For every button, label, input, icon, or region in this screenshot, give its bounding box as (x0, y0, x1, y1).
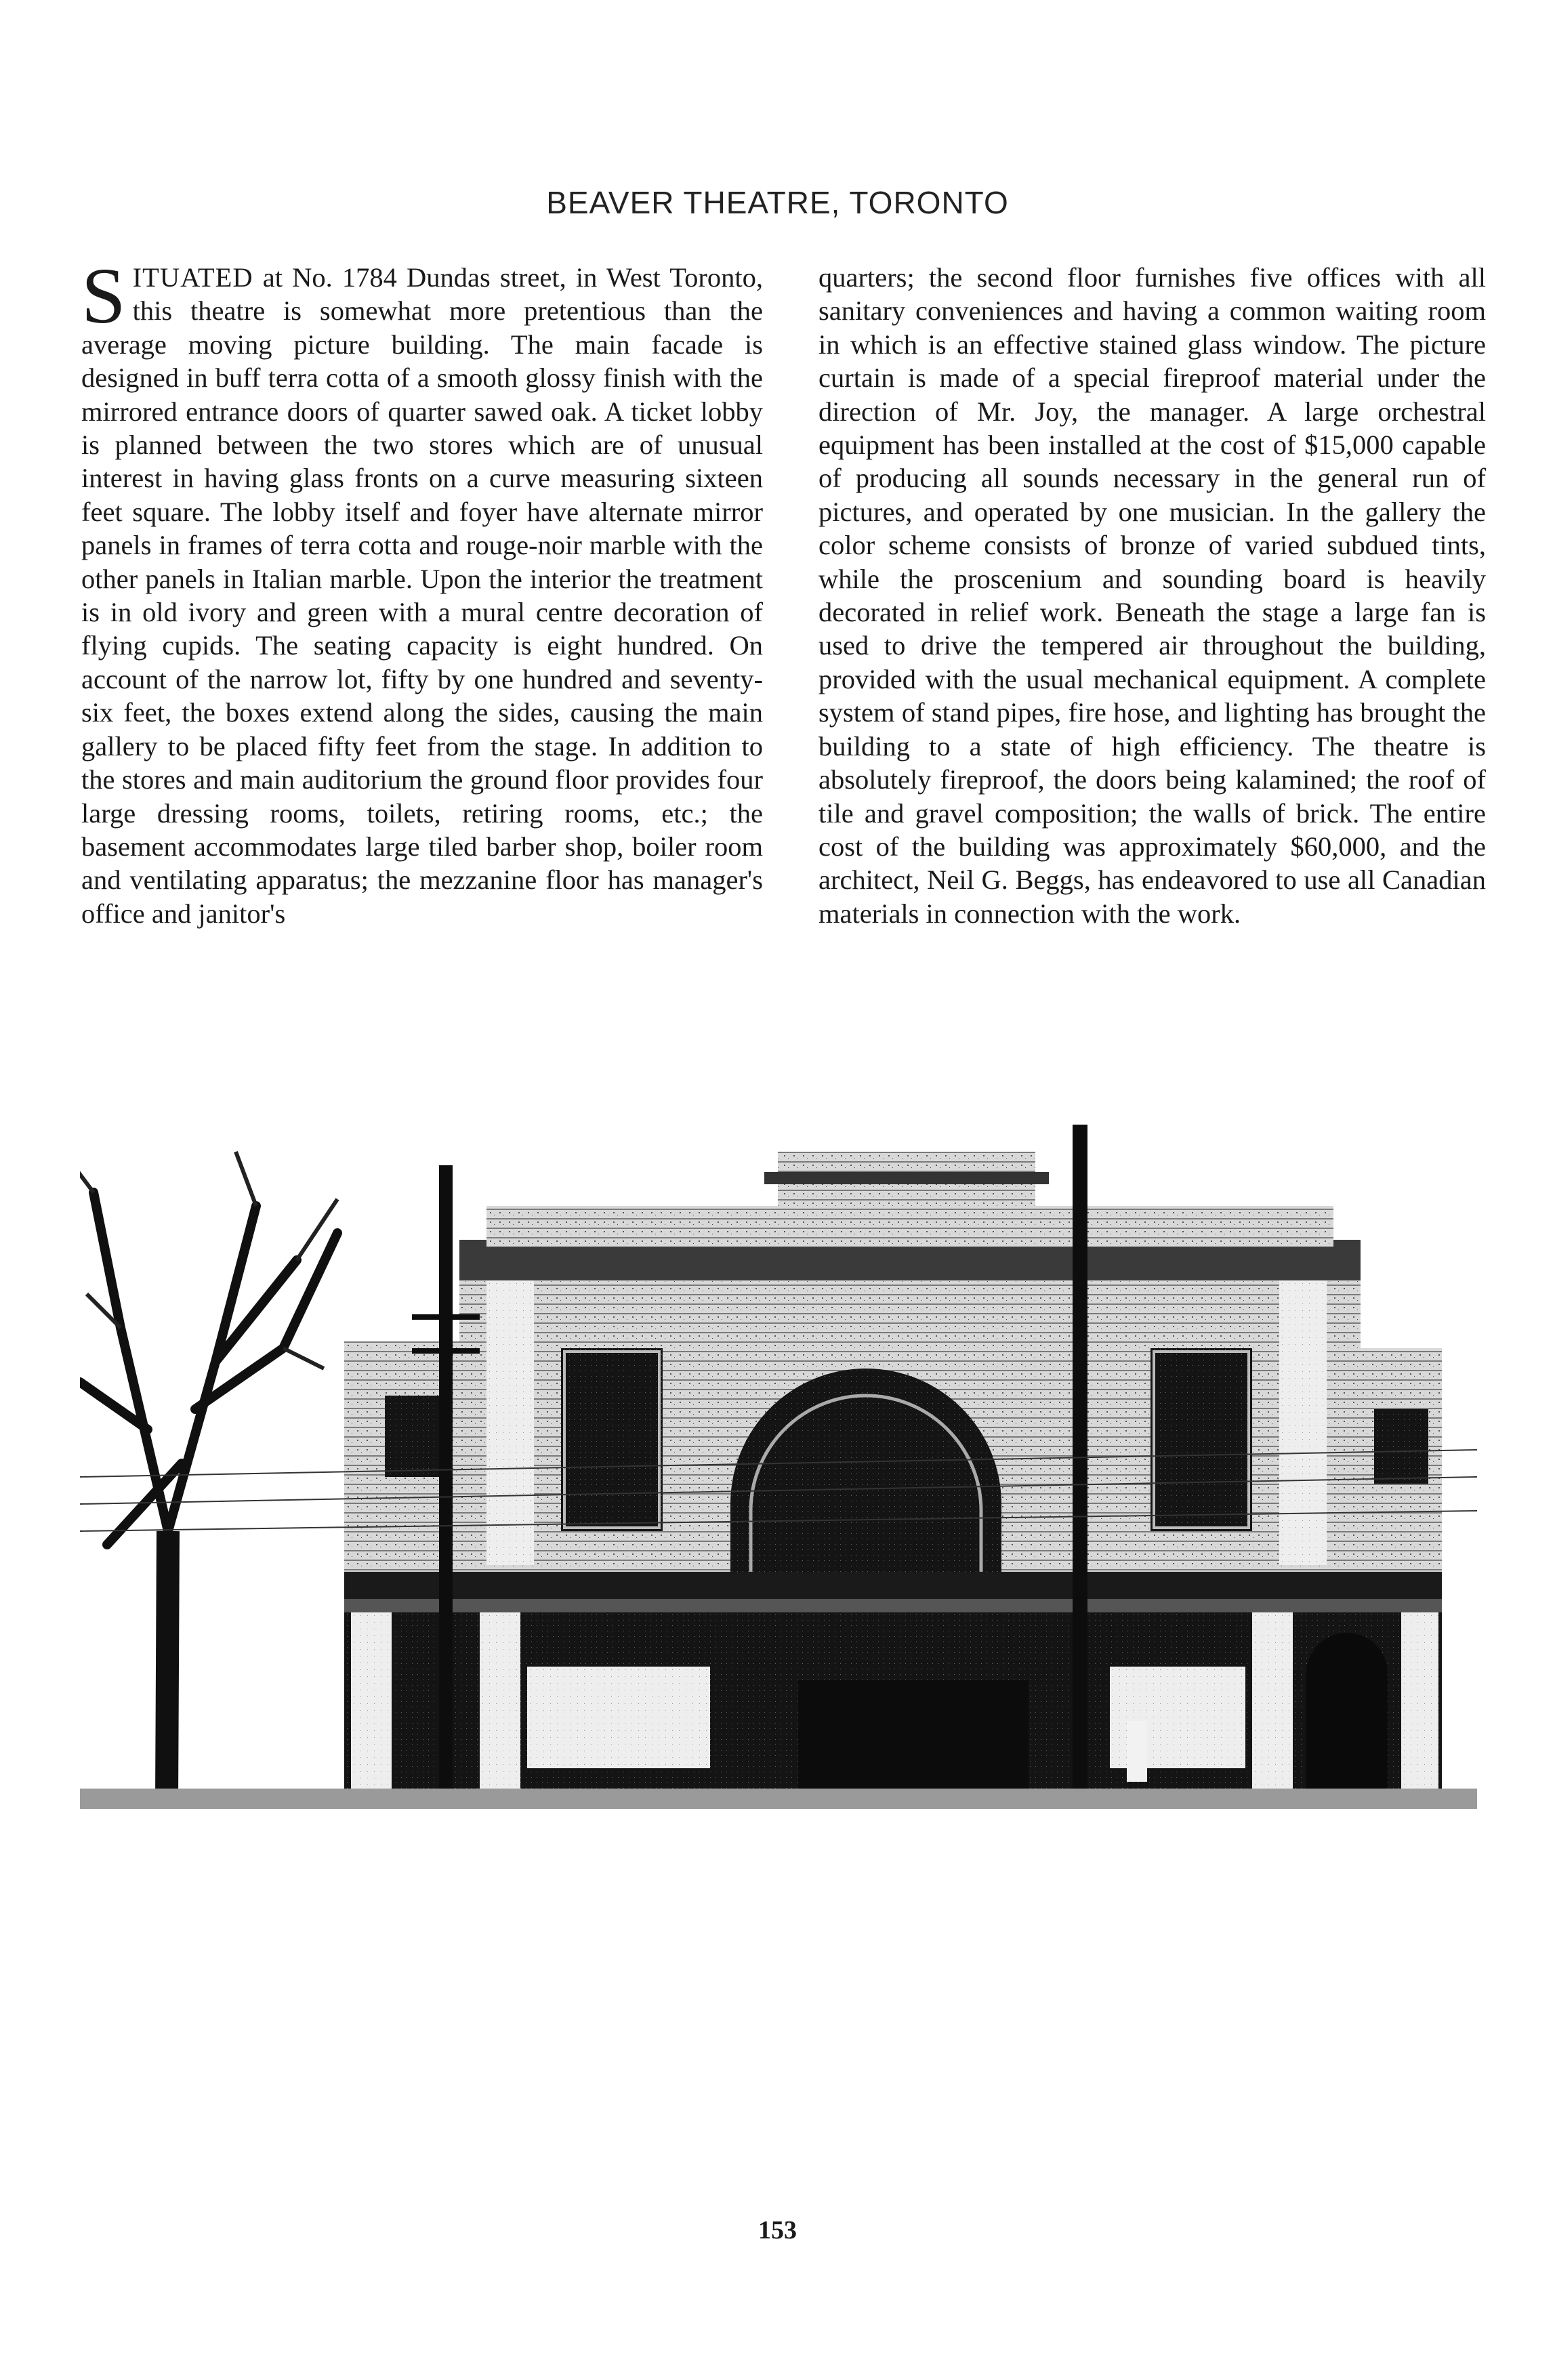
page-number: 153 (758, 2216, 797, 2245)
theatre-photograph (80, 1125, 1477, 1809)
first-word: ITUATED (132, 262, 253, 293)
article-column-left (81, 251, 763, 930)
article-title: BEAVER THEATRE, TORONTO (546, 185, 1009, 220)
right-column-text: quarters; the second floor furnishes five offices with all sanitary conveniences and having a common waiting room in which is an effective stained glass window. The picture curtain is made of a special fireproof material under the direction of Mr. Joy, the manager. A large orchestral equipment has been installed at the cost of $15,000 capable of producing all sounds necessary in the general run of pictures, and operated by one musician. In the gallery the color scheme consists of bronze of varied subdued tints, while the proscenium and sounding board is heavily decorated in relief work. Beneath the stage a large fan is used to drive the tempered air throughout the building, provided with the usual mechanical equipment. A complete system of stand pipes, fire hose, and lighting has brought the building to a state of high efficiency. The theatre is absolutely fireproof, the doors being kalamined; the roof of tile and gravel composition; the walls of brick. The entire cost of the building was approximately $60,000, and the architect, Neil G. Beggs, has endeavored to use all Canadian materials in connection with the work. (818, 262, 1486, 929)
left-column-text: at No. 1784 Dundas street, in West Toronto, this theatre is somewhat more pretentious than the average moving picture building. The main facade is designed in buff terra cotta of a smooth glossy finish with the mirrored entrance doors of quarter sawed oak. A ticket lobby is planned between the two stores which are of unusual interest in having glass fronts on a curve measuring sixteen feet square. The lobby itself and foyer have alternate mirror panels in frames of terra cotta and rouge-noir marble with the other panels in Italian marble. Upon the interior the treatment is in old ivory and green with a mural centre decoration of flying cupids. The seating capacity is eight hundred. On account of the narrow lot, fifty by one hundred and seventy-six feet, the boxes extend along the sides, causing the main gallery to be placed fifty feet from the stage. In addition to the stores and main auditorium the ground floor provides four large dressing rooms, toilets, retiring rooms, etc.; the basement accommodates large tiled barber shop, boiler room and ventilating apparatus; the mezzanine floor has manager's office and janitor's (81, 262, 763, 929)
article-column-right (818, 261, 1486, 930)
drop-cap: S (81, 251, 126, 340)
